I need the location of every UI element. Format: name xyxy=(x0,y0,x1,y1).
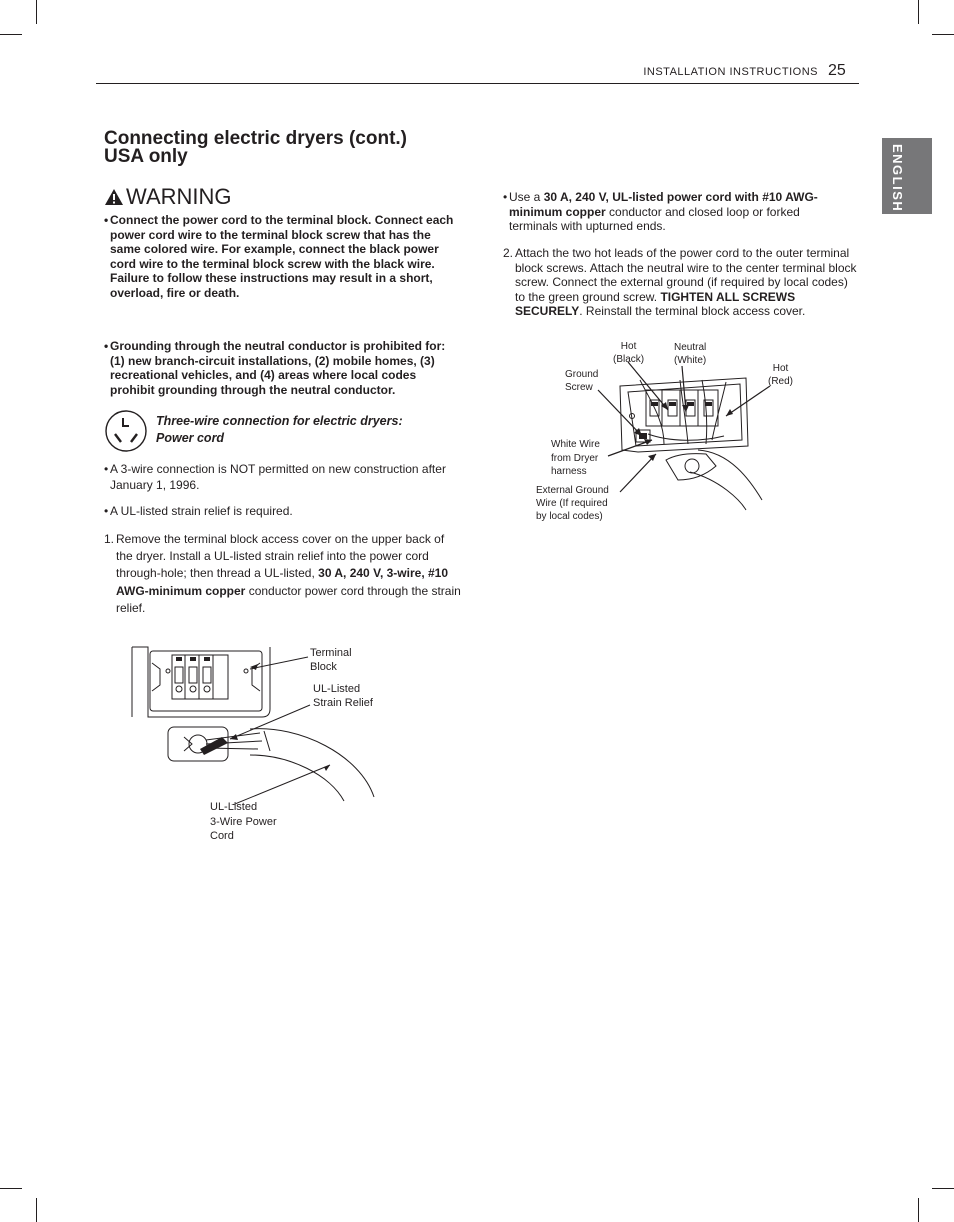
warning-item: • Grounding through the neutral conductor is prohibited for: (1) new branch-circuit installations, (2) mobile homes, (3) recreational vehicles, and (4) areas where local codes prohibit grounding through the neutral conductor. xyxy=(104,339,454,397)
label-line: Neutral xyxy=(674,342,707,353)
label-white-wire xyxy=(551,438,600,479)
label-line: Hot xyxy=(772,363,789,374)
three-wire-heading-line-1: Three-wire connection for electric dryers: xyxy=(156,414,403,428)
label-power-cord xyxy=(210,800,277,844)
header-section: INSTALLATION INSTRUCTIONS xyxy=(643,66,818,78)
three-wire-heading-line-2: Power cord xyxy=(156,431,225,445)
label-line: (Black) xyxy=(613,354,645,365)
info-bullet: • A 3-wire connection is NOT permitted on new construction after January 1, 1996. xyxy=(104,462,462,493)
title-line-2: USA only xyxy=(104,146,188,167)
label-line: (Red) xyxy=(768,376,794,387)
warning-item-text: Connect the power cord to the terminal block. Connect each power cord wire to the terminal block screw that has the same colored wire. For example, connect the black power cord wire to the terminal block screw with the black wire. Failure to follow these instructions may result in a short, overload, fire or death. xyxy=(110,213,454,300)
step-2-text-b: . Reinstall the terminal block access cover. xyxy=(579,304,806,319)
label-terminal-block xyxy=(310,647,352,674)
step-number: 2. xyxy=(503,246,514,260)
label-neutral-white xyxy=(674,341,706,367)
crop-mark xyxy=(932,34,954,35)
language-tab xyxy=(882,138,932,214)
step-2-text-a: Attach the two hot leads of the power cord to the outer terminal block screws. Attach the neutral wire to the center terminal block screw. Connect the external ground (if required by local codes) to the green ground screw. xyxy=(515,246,857,304)
label-external-ground xyxy=(536,484,609,523)
three-wire-heading xyxy=(156,413,403,447)
language-tab-label: ENGLISH xyxy=(890,144,905,213)
warning-icon xyxy=(104,188,124,206)
crop-mark xyxy=(918,1198,919,1222)
label-hot-black xyxy=(613,340,644,366)
three-prong-outlet-icon xyxy=(104,409,148,453)
warning-item-text: Grounding through the neutral conductor is prohibited for: (1) new branch-circuit installations, (2) mobile homes, (3) recreational vehicles, and (4) areas where local codes prohibit grounding through the neutral conductor. xyxy=(110,339,446,397)
page-title xyxy=(104,130,407,166)
warning-label: WARNING xyxy=(126,184,232,209)
crop-mark xyxy=(918,0,919,24)
label-strain-relief xyxy=(313,683,373,710)
label-line: from Dryer xyxy=(551,452,599,464)
label-line: Block xyxy=(310,660,337,673)
label-line: by local codes) xyxy=(536,511,603,522)
step-2 xyxy=(503,246,859,319)
step-number: 1. xyxy=(104,532,115,546)
crop-mark xyxy=(0,34,22,35)
label-ground-screw xyxy=(565,368,598,394)
label-line: UL-Listed xyxy=(313,683,361,695)
cord-bullet-bold: 30 A, 240 V, UL-listed power cord with #10 AWG-minimum copper xyxy=(509,190,818,219)
step-1-text-a: Remove the terminal block access cover on the upper back of the dryer. Install a UL-listed strain relief into the power cord through-hole; then thread a UL-listed, xyxy=(116,532,445,581)
label-line: Hot xyxy=(620,341,637,352)
step-1 xyxy=(104,531,464,617)
label-line: External Ground xyxy=(536,485,609,496)
label-line: Cord xyxy=(210,830,234,842)
page-number: 25 xyxy=(828,62,846,79)
crop-mark xyxy=(0,1188,22,1189)
cord-bullet-prefix: Use a xyxy=(509,190,541,204)
crop-mark xyxy=(36,1198,37,1222)
crop-mark xyxy=(36,0,37,24)
cord-bullet-rest: conductor and closed loop or forked terminals with upturned ends. xyxy=(509,204,800,234)
label-line: UL-Listed xyxy=(210,801,258,813)
step-1-text-b: conductor power cord through the strain relief. xyxy=(116,583,461,615)
crop-mark xyxy=(932,1188,954,1189)
info-bullet-text: A 3-wire connection is NOT permitted on new construction after January 1, 1996. xyxy=(110,462,446,492)
warning-heading xyxy=(104,186,232,208)
title-line-1: Connecting electric dryers (cont.) xyxy=(104,128,408,149)
info-bullet-text: A UL-listed strain relief is required. xyxy=(110,504,293,518)
label-line: Screw xyxy=(565,382,593,393)
header-rule xyxy=(96,83,859,84)
label-line: Strain Relief xyxy=(313,696,373,709)
label-line: Wire (If required xyxy=(536,498,608,509)
label-line: Terminal xyxy=(310,647,352,659)
info-bullet: • A UL-listed strain relief is required. xyxy=(104,504,462,519)
label-line: White Wire xyxy=(551,439,600,450)
cord-requirement-bullet: • Use a 30 A, 240 V, UL-listed power cord with #10 AWG-minimum copper conductor and closed loop or forked terminals with upturned ends. xyxy=(503,190,818,234)
label-hot-red xyxy=(768,362,793,388)
label-line: harness xyxy=(551,466,587,477)
label-line: 3-Wire Power xyxy=(210,815,277,828)
label-line: (White) xyxy=(674,355,707,366)
step-1-bold: 30 A, 240 V, 3-wire, #10 AWG-minimum copper xyxy=(116,566,449,598)
step-2-bold: TIGHTEN ALL SCREWS SECURELY xyxy=(515,289,796,319)
warning-item: • Connect the power cord to the terminal block. Connect each power cord wire to the terminal block screw that has the same colored wire. For example, connect the black power cord wire to the terminal block screw with the black wire. Failure to follow these instructions may result in a short, overload, fire or death. xyxy=(104,213,460,301)
label-line: Ground xyxy=(565,369,599,380)
